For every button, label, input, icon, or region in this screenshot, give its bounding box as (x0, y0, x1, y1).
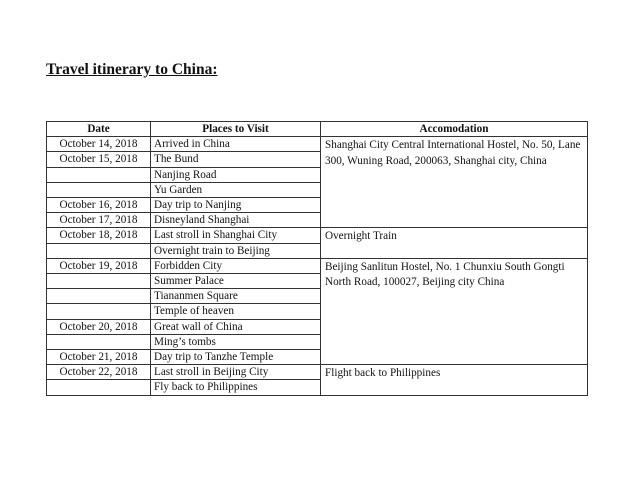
accommodation-cell-shanghai: Shanghai City Central International Hostel, No. 50, Lane 300, Wuning Road, 200063, Shanghai city, China (321, 137, 588, 228)
place-cell: Day trip to Nanjing (151, 198, 321, 213)
date-cell (47, 274, 151, 289)
place-cell: Summer Palace (151, 274, 321, 289)
date-cell (47, 243, 151, 258)
column-header-accommodation: Accomodation (321, 122, 588, 137)
accommodation-cell-flight: Flight back to Philippines (321, 365, 588, 395)
date-cell (47, 167, 151, 182)
date-cell: October 19, 2018 (47, 258, 151, 273)
itinerary-table (46, 121, 588, 396)
accommodation-cell-train: Overnight Train (321, 228, 588, 258)
document-title: Travel itinerary to China: (46, 61, 218, 78)
table-header-row (47, 122, 588, 137)
accommodation-cell-beijing: Beijing Sanlitun Hostel, No. 1 Chunxiu South Gongti North Road, 100027, Beijing city China (321, 258, 588, 364)
place-cell: Arrived in China (151, 137, 321, 152)
table-row (47, 258, 588, 273)
place-cell: Forbidden City (151, 258, 321, 273)
date-cell: October 15, 2018 (47, 152, 151, 167)
place-cell: Ming’s tombs (151, 334, 321, 349)
place-cell: Yu Garden (151, 182, 321, 197)
date-cell (47, 304, 151, 319)
place-cell: Last stroll in Beijing City (151, 365, 321, 380)
place-cell: Disneyland Shanghai (151, 213, 321, 228)
date-cell (47, 380, 151, 395)
place-cell: Last stroll in Shanghai City (151, 228, 321, 243)
date-cell: October 17, 2018 (47, 213, 151, 228)
date-cell: October 16, 2018 (47, 198, 151, 213)
column-header-places: Places to Visit (151, 122, 321, 137)
date-cell: October 14, 2018 (47, 137, 151, 152)
date-cell: October 18, 2018 (47, 228, 151, 243)
place-cell: Day trip to Tanzhe Temple (151, 350, 321, 365)
place-cell: The Bund (151, 152, 321, 167)
date-cell: October 20, 2018 (47, 319, 151, 334)
place-cell: Tiananmen Square (151, 289, 321, 304)
date-cell (47, 182, 151, 197)
table-row (47, 228, 588, 243)
place-cell: Overnight train to Beijing (151, 243, 321, 258)
place-cell: Great wall of China (151, 319, 321, 334)
place-cell: Fly back to Philippines (151, 380, 321, 395)
place-cell: Temple of heaven (151, 304, 321, 319)
table-row (47, 137, 588, 152)
date-cell (47, 289, 151, 304)
date-cell: October 21, 2018 (47, 350, 151, 365)
date-cell (47, 334, 151, 349)
date-cell: October 22, 2018 (47, 365, 151, 380)
place-cell: Nanjing Road (151, 167, 321, 182)
table-row (47, 365, 588, 380)
column-header-date: Date (47, 122, 151, 137)
